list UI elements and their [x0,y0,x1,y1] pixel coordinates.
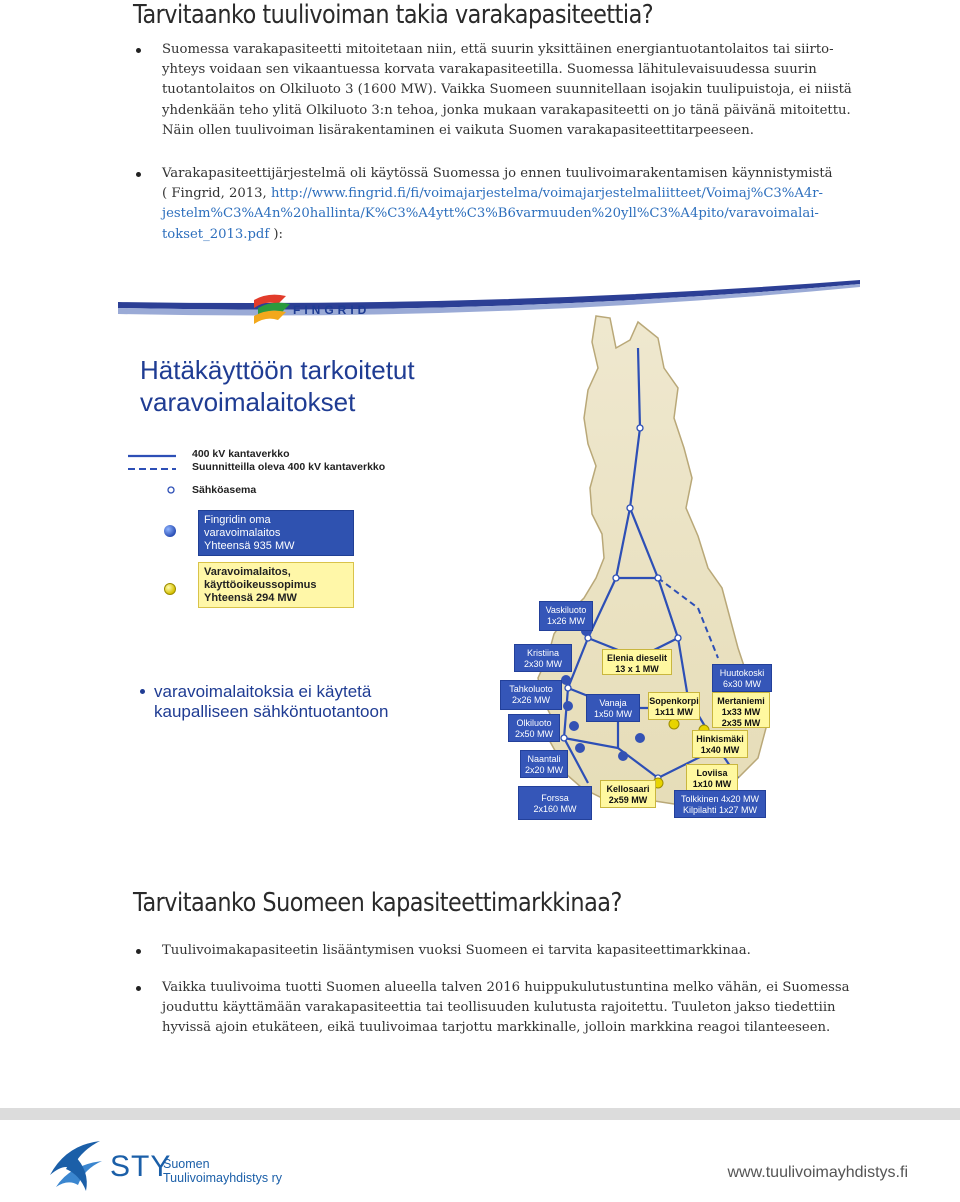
bullet-reserve-system-end: ): [269,226,283,242]
plant-vaskiluoto: Vaskiluoto 1x26 MW [539,601,593,631]
slide-note: varavoimalaitoksia ei käytetä kaupalliseen sähköntuotantoon [154,682,389,721]
footer-sty-text: STY [110,1150,172,1183]
plant-vanaja: Vanaja 1x50 MW [586,694,640,722]
plant-olkiluoto: Olkiluoto 2x50 MW [508,714,560,742]
legend-contract-plants: Varavoimalaitos, käyttöoikeussopimus Yhteensä 294 MW [198,562,354,608]
plant-sopenkorpi: Sopenkorpi 1x11 MW [648,692,700,720]
fingrid-slide [118,278,863,838]
fingrid-link[interactable]: http://www.fingrid.fi/fi/voimajarjestelma/voimajarjestelmaliitteet/Voimaj%C3%A4r- jestelm%C3%A4n%20hallinta/K%C3%A4ytt%C3%B6varmuuden%20yll%C3%A4pito/varavoimalai- tokset_2013.pdf [162,186,824,242]
plant-elenia-dieselit: Elenia dieselit 13 x 1 MW [602,649,672,675]
legend-own-plants: Fingridin oma varavoimalaitos Yhteensä 935 MW [198,510,354,556]
section2-heading: Tarvitaanko Suomeen kapasiteettimarkkinaa? [133,888,622,918]
plant-loviisa: Loviisa 1x10 MW [686,764,738,792]
plant-naantali: Naantali 2x20 MW [520,750,568,778]
footer-org-name: Suomen Tuulivoimayhdistys ry [163,1157,283,1185]
bullet-winter-2016: Vaikka tuulivoima tuotti Suomen alueella talven 2016 huippukulutustuntina melko vähän, ei Suomessa jouduttu käyttämään varakapasiteettia tai teollisuuden kulutusta rajoitettu. Tuuleton jakso tiedettiin hyvissä ajoin etukäteen, eikä tuulivoimaa tarjottu markkinalle, jolloin markkina reagoi tilanteeseen. [162,978,850,1039]
legend-planned-label: Suunnitteilla oleva 400 kV kantaverkko [192,461,386,473]
plant-hinkismaki: Hinkismäki 1x40 MW [692,730,748,758]
plant-tolkkinen-kilpilahti: Tolkkinen 4x20 MW Kilpilahti 1x27 MW [674,790,766,818]
section1-heading: Tarvitaanko tuulivoiman takia varakapasiteettia? [133,0,654,30]
plant-kellosaari: Kellosaari 2x59 MW [600,780,656,808]
bullet-reserve-system-text: Varakapasiteettijärjestelmä oli käytössä Suomessa jo ennen tuulivoimarakentamisen käynnistymistä ( Fingrid, 2013, [162,166,833,202]
plant-forssa: Forssa 2x160 MW [518,786,592,820]
plant-huutokoski: Huutokoski 6x30 MW [712,664,772,692]
plant-mertaniemi: Mertaniemi 1x33 MW 2x35 MW [712,692,770,728]
bullet-capacity-market: Tuulivoimakapasiteetin lisääntymisen vuoksi Suomeen ei tarvita kapasiteettimarkkinaa. [162,941,751,961]
bullet-reserve-capacity: Suomessa varakapasiteetti mitoitetaan niin, että suurin yksittäinen energiantuotantolaitos tai siirto- yhteys voidaan sen vikaantuessa korvata varakapasiteetilla. Suomessa lähitulevaisuudessa suurin tuotantolaitos on Olkiluoto 3 (1600 MW). Vaikka Suomeen suunnitellaan isojakin tuulipuistoja, ei niistä yhdenkään teho ylitä Olkiluoto 3:n tehoa, jonka mukaan varakapasiteetti on jo tänä päivänä mitoitettu. Näin ollen tuulivoiman lisärakentaminen ei vaikuta Suomen varakapasiteettitarpeeseen. [162,40,852,141]
legend-400kv-label: 400 kV kantaverkko [192,448,290,460]
legend-substation-label: Sähköasema [192,484,257,496]
fingrid-logo-text: FINGRID [293,303,371,317]
bullet-reserve-system [162,164,833,245]
plant-kristiina: Kristiina 2x30 MW [514,644,572,672]
plant-tahkoluoto: Tahkoluoto 2x26 MW [500,680,562,710]
footer-band [0,1108,960,1120]
legend-substation-icon [168,487,174,493]
footer-url[interactable]: www.tuulivoimayhdistys.fi [727,1164,908,1181]
fingrid-logo-icon [254,295,290,324]
slide-title: Hätäkäyttöön tarkoitetut varavoimalaitokset [140,355,415,417]
legend-contract-plant-icon [164,583,176,595]
sty-logo-icon [46,1135,108,1193]
legend-own-plant-icon [164,525,176,537]
